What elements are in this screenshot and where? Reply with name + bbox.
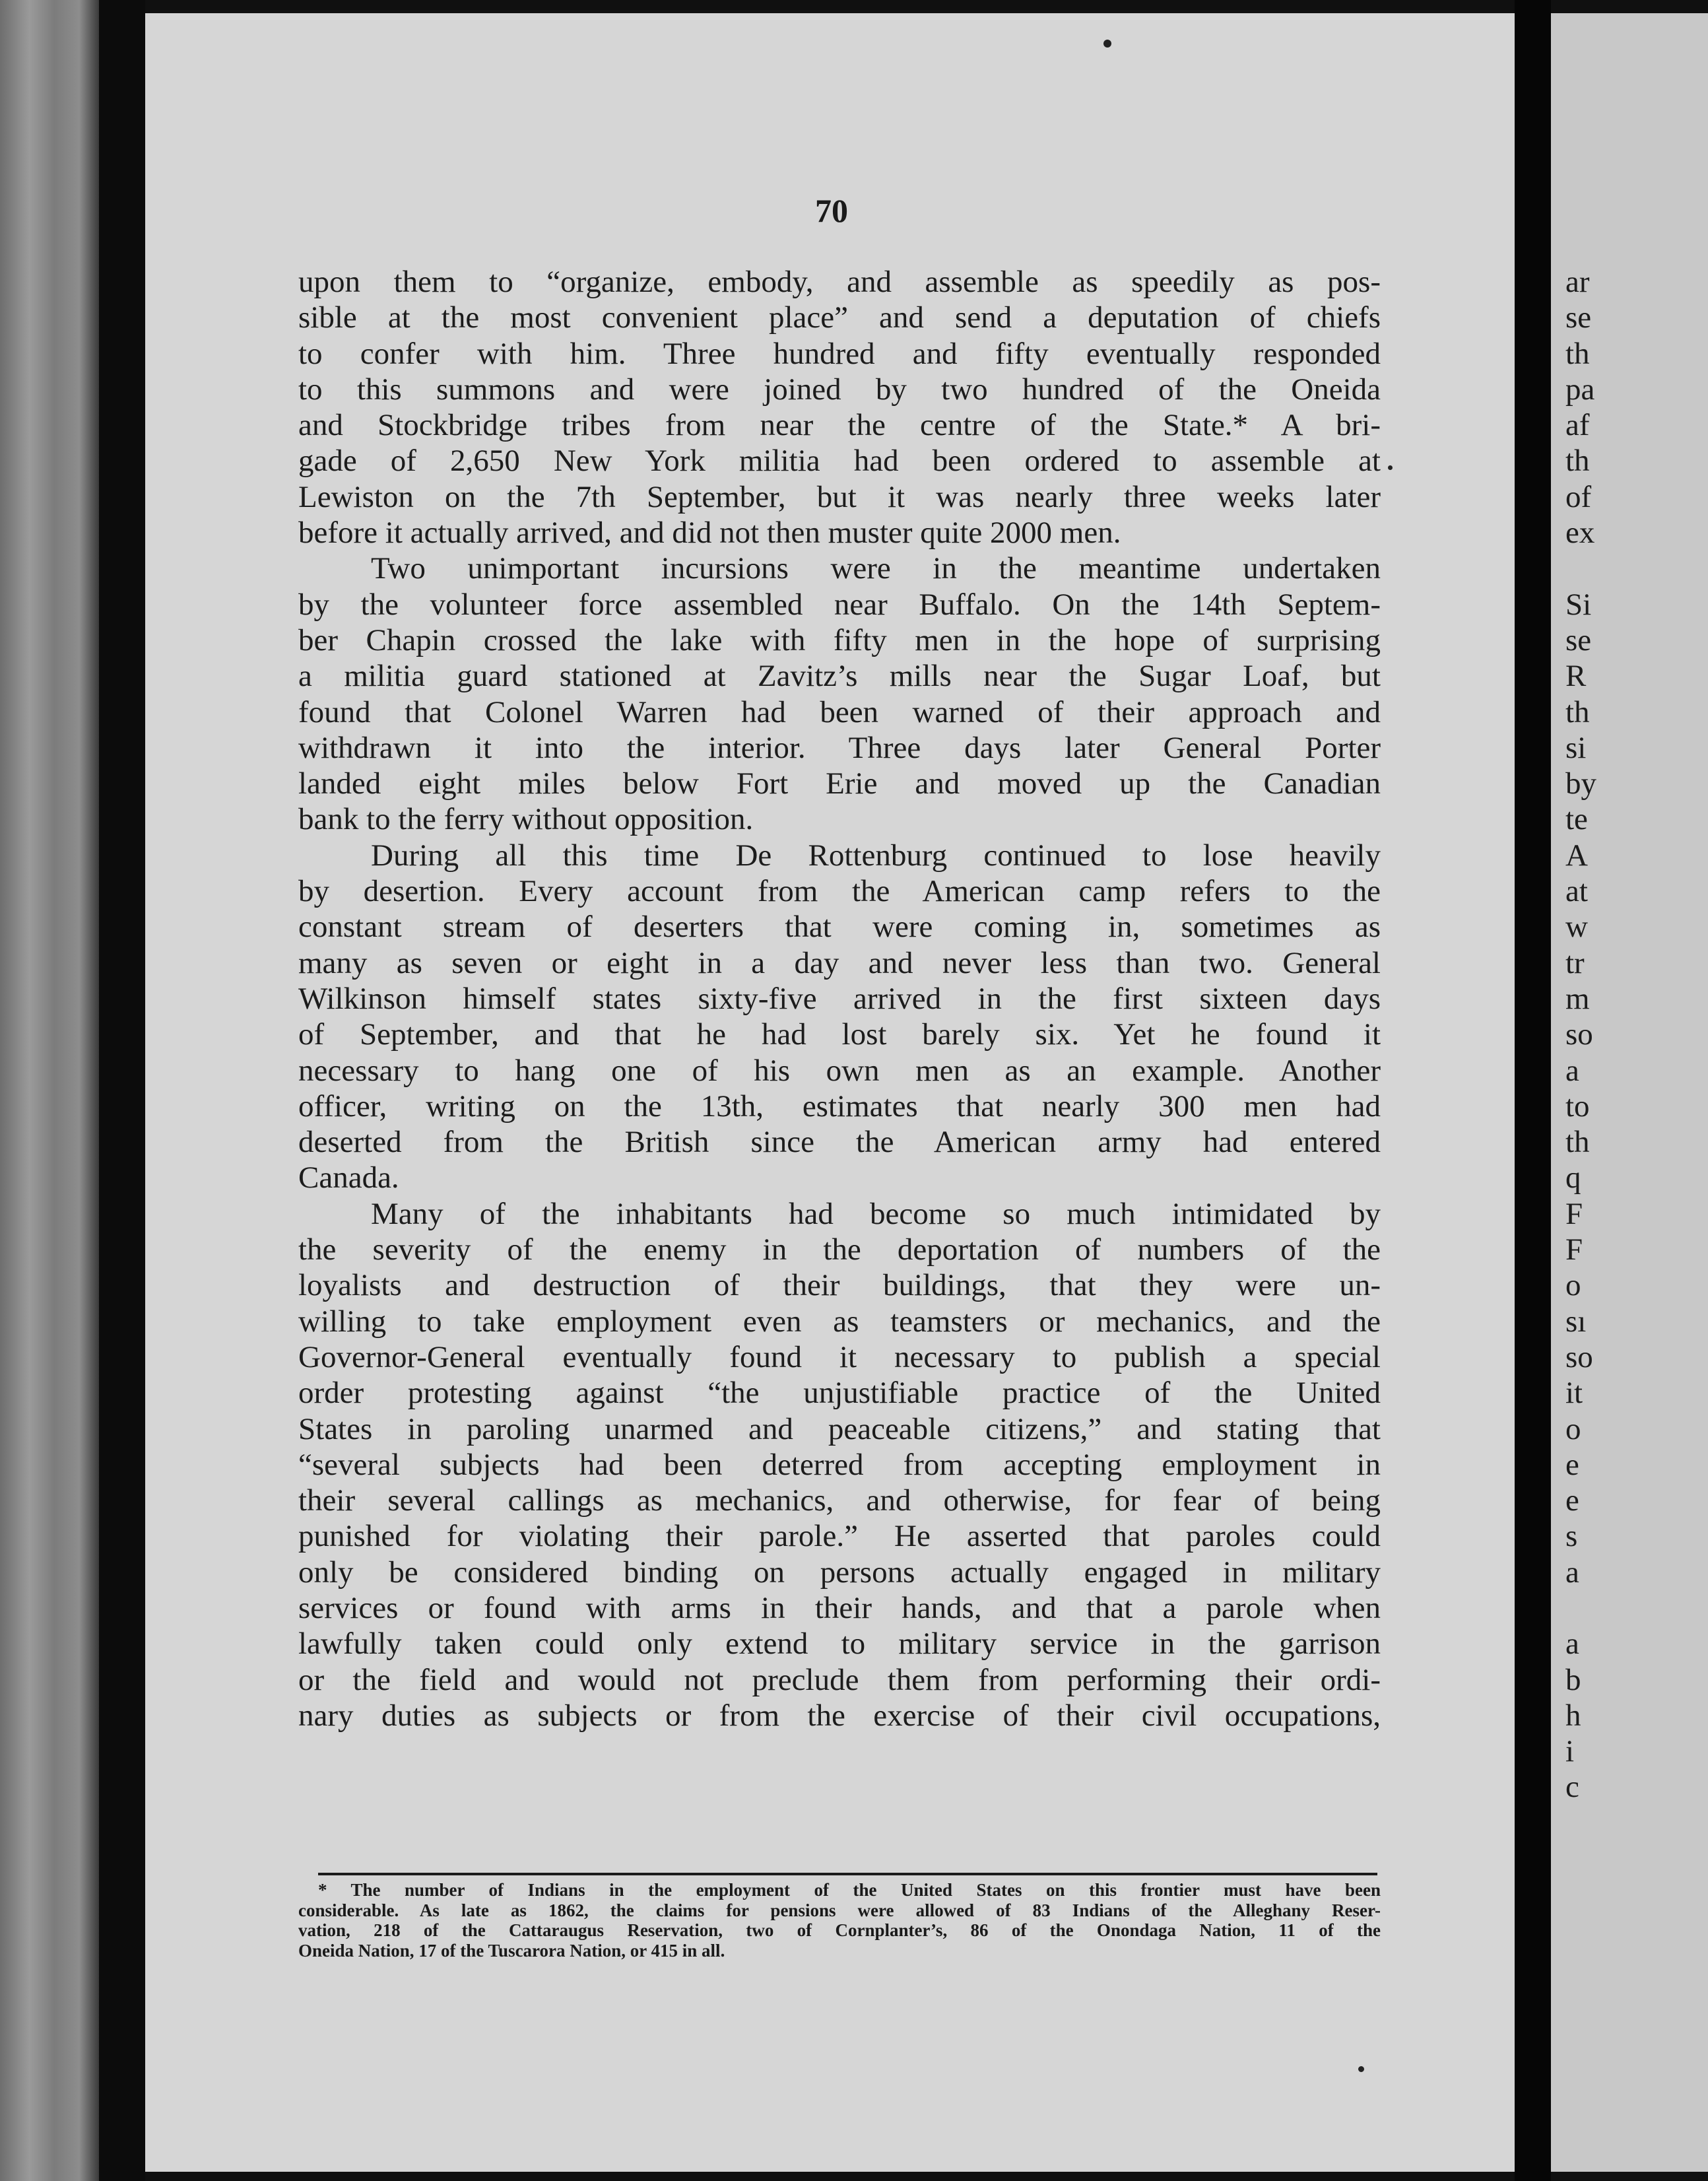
facing-page-fragment: se — [1565, 300, 1592, 335]
facing-page-fragment: A — [1565, 838, 1588, 873]
facing-page-fragment — [1565, 551, 1708, 586]
facing-page-fragment: e — [1565, 1447, 1579, 1482]
text-line: nary duties as subjects or from the exercise of their civil occupations, — [298, 1698, 1381, 1733]
facing-page-fragment: o — [1565, 1411, 1581, 1446]
facing-page-fragment: a — [1565, 1555, 1579, 1590]
text-line: services or found with arms in their hands, and that a parole when — [298, 1590, 1381, 1625]
text-line: of September, and that he had lost barely six. Yet he found it — [298, 1017, 1381, 1052]
text-line: During all this time De Rottenburg continued to lose heavily — [371, 838, 1381, 873]
facing-page-fragment: pa — [1565, 372, 1595, 407]
text-line: Wilkinson himself states sixty-five arrived in the first sixteen days — [298, 981, 1381, 1016]
book-gutter — [1515, 0, 1551, 2181]
text-line: Many of the inhabitants had become so much intimidated by — [371, 1196, 1381, 1231]
text-line: willing to take employment even as teamsters or mechanics, and the — [298, 1304, 1381, 1339]
facing-page-fragment: se — [1565, 622, 1592, 657]
text-line: before it actually arrived, and did not then muster quite 2000 men. — [298, 516, 1121, 551]
text-line: withdrawn it into the interior. Three days later General Porter — [298, 730, 1381, 765]
book-edge — [0, 0, 99, 2181]
facing-page-fragment: i — [1565, 1734, 1575, 1769]
facing-page-fragment: a — [1565, 1627, 1579, 1661]
text-line: sible at the most convenient place” and send a deputation of chiefs — [298, 300, 1381, 335]
facing-page-fragment: sı — [1565, 1304, 1587, 1339]
facing-page-fragment: w — [1565, 910, 1588, 945]
facing-page-fragment: o — [1565, 1268, 1581, 1303]
facing-page-fragment: th — [1565, 1125, 1590, 1160]
text-line: officer, writing on the 13th, estimates that nearly 300 men had — [298, 1089, 1381, 1124]
facing-page-fragment: th — [1565, 694, 1590, 729]
text-line: lawfully taken could only extend to military service in the garrison — [298, 1627, 1381, 1661]
facing-page-text — [1565, 264, 1708, 1805]
facing-page-fragment: c — [1565, 1770, 1579, 1805]
text-line: gade of 2,650 New York militia had been ordered to assemble at — [298, 444, 1381, 479]
footnote-line: Oneida Nation, 17 of the Tuscarora Nation, or 415 in all. — [298, 1940, 725, 1961]
facing-page-fragment: to — [1565, 1089, 1590, 1124]
facing-page-fragment: e — [1565, 1483, 1579, 1518]
text-line: to confer with him. Three hundred and fifty eventually responded — [298, 336, 1381, 371]
print-speck — [1358, 2066, 1364, 2072]
facing-page-fragment: si — [1565, 730, 1587, 765]
text-line: punished for violating their parole.” He asserted that paroles could — [298, 1519, 1381, 1554]
print-speck — [1388, 465, 1393, 470]
facing-page-fragment: af — [1565, 408, 1590, 443]
footnote — [298, 1880, 1381, 1961]
facing-page-fragment: th — [1565, 444, 1590, 479]
facing-page-fragment: of — [1565, 479, 1592, 514]
facing-page-fragment: so — [1565, 1017, 1593, 1052]
text-line: only be considered binding on persons actually engaged in military — [298, 1555, 1381, 1590]
footnote-rule — [318, 1873, 1377, 1875]
facing-page-fragment: by — [1565, 766, 1596, 801]
text-line: to this summons and were joined by two hundred of the Oneida — [298, 372, 1381, 407]
text-line: found that Colonel Warren had been warned of their approach and — [298, 694, 1381, 729]
text-line: loyalists and destruction of their buildings, that they were un- — [298, 1268, 1381, 1303]
text-line: the severity of the enemy in the deportation of numbers of the — [298, 1232, 1381, 1267]
facing-page-fragment: th — [1565, 336, 1590, 371]
text-line: Canada. — [298, 1160, 399, 1195]
text-line: many as seven or eight in a day and never less than two. General — [298, 945, 1381, 980]
text-line: “several subjects had been deterred from accepting employment in — [298, 1447, 1381, 1482]
facing-page-fragment: te — [1565, 802, 1588, 837]
binding-shadow — [99, 0, 145, 2181]
text-line: constant stream of deserters that were coming in, sometimes as — [298, 910, 1381, 945]
facing-page-fragment: tr — [1565, 945, 1585, 980]
facing-page-fragment: a — [1565, 1053, 1579, 1088]
text-line: order protesting against “the unjustifiable practice of the United — [298, 1376, 1381, 1411]
facing-page-fragment: so — [1565, 1339, 1593, 1374]
text-line: a militia guard stationed at Zavitz’s mills near the Sugar Loaf, but — [298, 659, 1381, 694]
facing-page-fragment: ar — [1565, 265, 1590, 299]
print-speck — [1103, 40, 1111, 48]
facing-page-fragment: q — [1565, 1160, 1581, 1195]
facing-page-fragment — [1565, 1590, 1708, 1626]
facing-page-fragment: ex — [1565, 516, 1595, 551]
text-line: necessary to hang one of his own men as an example. Another — [298, 1053, 1381, 1088]
text-line: ber Chapin crossed the lake with fifty men in the hope of surprising — [298, 622, 1381, 657]
text-line: landed eight miles below Fort Erie and moved up the Canadian — [298, 766, 1381, 801]
page-number: 70 — [815, 192, 848, 229]
facing-page-fragment: R — [1565, 659, 1587, 694]
footnote-line: considerable. As late as 1862, the claims for pensions were allowed of 83 Indians of the Alleghany Reser- — [298, 1900, 1381, 1920]
text-line: by the volunteer force assembled near Buffalo. On the 14th Septem- — [298, 587, 1381, 622]
facing-page-fragment: h — [1565, 1698, 1581, 1733]
text-line: Two unimportant incursions were in the meantime undertaken — [371, 551, 1381, 586]
text-line: and Stockbridge tribes from near the centre of the State.* A bri- — [298, 408, 1381, 443]
text-line: bank to the ferry without opposition. — [298, 802, 754, 837]
facing-page-fragment: it — [1565, 1376, 1583, 1411]
text-line: States in paroling unarmed and peaceable citizens,” and stating that — [298, 1411, 1381, 1446]
text-line: their several callings as mechanics, and otherwise, for fear of being — [298, 1483, 1381, 1518]
body-text — [298, 264, 1381, 1733]
facing-page-fragment: F — [1565, 1196, 1583, 1231]
facing-page-fragment: at — [1565, 874, 1588, 909]
footnote-line: * The number of Indians in the employment of the United States on this frontier must have been — [318, 1880, 1381, 1900]
text-line: or the field and would not preclude them from performing their ordi- — [298, 1662, 1381, 1697]
text-line: deserted from the British since the American army had entered — [298, 1125, 1381, 1160]
facing-page-fragment: b — [1565, 1662, 1581, 1697]
text-line: by desertion. Every account from the American camp refers to the — [298, 874, 1381, 909]
text-line: Lewiston on the 7th September, but it was nearly three weeks later — [298, 479, 1381, 514]
facing-page-fragment: Si — [1565, 587, 1592, 622]
text-line: Governor-General eventually found it necessary to publish a special — [298, 1339, 1381, 1374]
facing-page-fragment: m — [1565, 981, 1590, 1016]
footnote-line: vation, 218 of the Cattaraugus Reservation, two of Cornplanter’s, 86 of the Onondaga Nation, 11 of the — [298, 1920, 1381, 1940]
facing-page-fragment: s — [1565, 1519, 1578, 1554]
text-line: upon them to “organize, embody, and assemble as speedily as pos- — [298, 265, 1381, 299]
facing-page-fragment: F — [1565, 1232, 1583, 1267]
